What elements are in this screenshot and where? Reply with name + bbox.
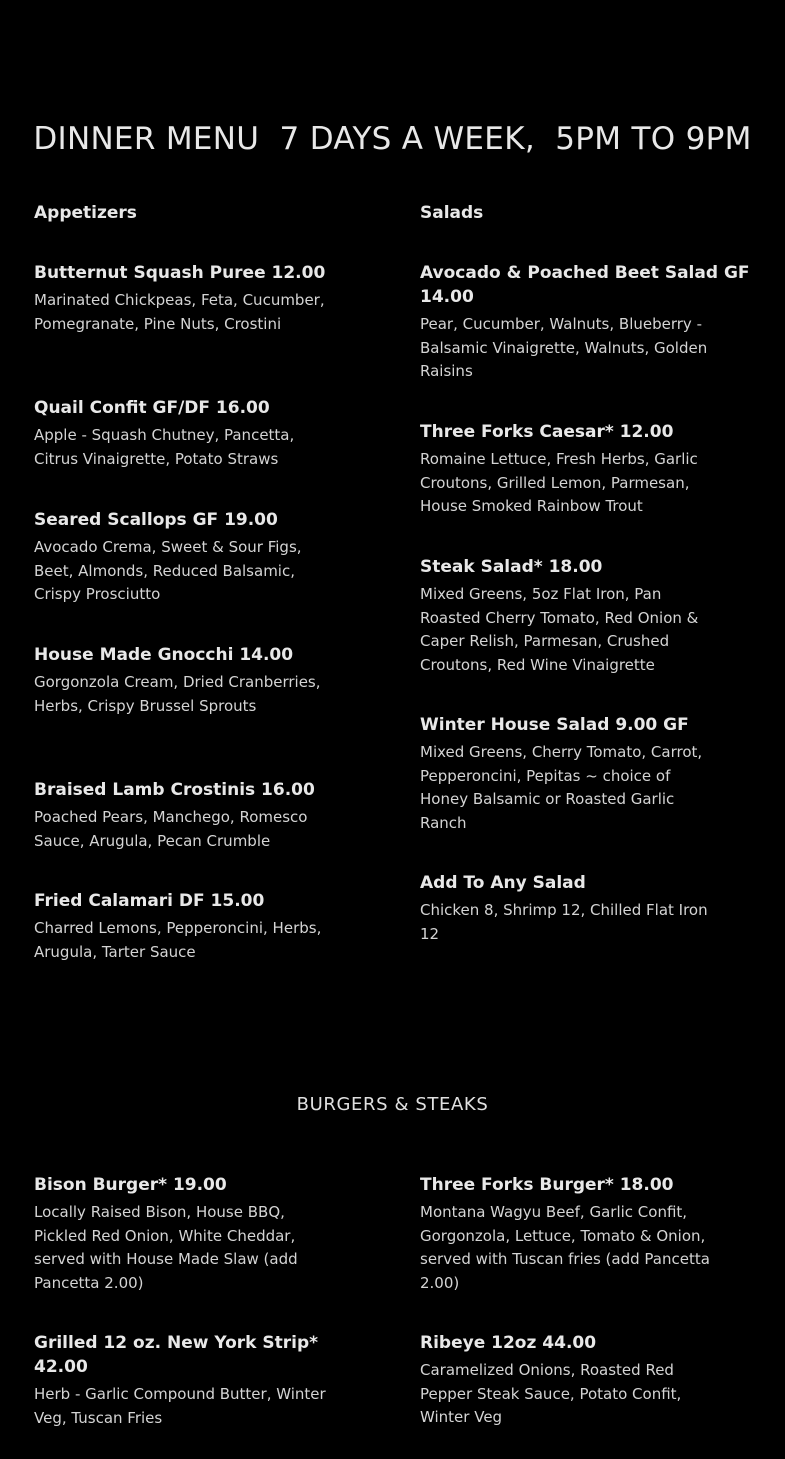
burgers-steaks-heading: BURGERS & STEAKS: [296, 1094, 489, 1115]
item-name: Butternut Squash Puree 12.00: [34, 263, 326, 283]
menu-item: [34, 1331, 374, 1430]
appetizers-heading: Appetizers: [34, 203, 137, 223]
page-title: DINNER MENU 7 DAYS A WEEK, 5PM TO 9PM: [33, 120, 752, 157]
item-description: Romaine Lettuce, Fresh Herbs, Garlic Croutons, Grilled Lemon, Parmesan, House Smoked Rainbow Trout: [420, 450, 698, 515]
salads-heading: Salads: [420, 203, 484, 223]
item-description: Avocado Crema, Sweet & Sour Figs, Beet, Almonds, Reduced Balsamic, Crispy Prosciutto: [34, 538, 302, 603]
item-description: Marinated Chickpeas, Feta, Cucumber, Pomegranate, Pine Nuts, Crostini: [34, 291, 325, 333]
menu-item: [34, 1173, 374, 1295]
item-name: Winter House Salad 9.00 GF: [420, 715, 689, 735]
item-description: Gorgonzola Cream, Dried Cranberries, Herbs, Crispy Brussel Sprouts: [34, 673, 321, 715]
burgers-left-column: [34, 0, 374, 1459]
item-description: Montana Wagyu Beef, Garlic Confit, Gorgonzola, Lettuce, Tomato & Onion, served with Tuscan fries (add Pancetta 2.00): [420, 1203, 710, 1292]
item-description: Poached Pears, Manchego, Romesco Sauce, Arugula, Pecan Crumble: [34, 808, 308, 850]
item-name: Add To Any Salad: [420, 873, 586, 893]
item-name: House Made Gnocchi 14.00: [34, 645, 294, 665]
item-description: Locally Raised Bison, House BBQ, Pickled Red Onion, White Cheddar, served with House Made Slaw (add Pancetta 2.00): [34, 1203, 298, 1292]
menu-item: [420, 1173, 760, 1295]
item-name: Bison Burger* 19.00: [34, 1175, 227, 1195]
item-name: Quail Confit GF/DF 16.00: [34, 398, 270, 418]
item-description: Apple - Squash Chutney, Pancetta, Citrus Vinaigrette, Potato Straws: [34, 426, 295, 468]
item-description: Chicken 8, Shrimp 12, Chilled Flat Iron 12: [420, 901, 708, 943]
item-description: Charred Lemons, Pepperoncini, Herbs, Arugula, Tarter Sauce: [34, 919, 322, 961]
item-name: Avocado & Poached Beet Salad GF 14.00: [420, 263, 750, 307]
item-description: Caramelized Onions, Roasted Red Pepper Steak Sauce, Potato Confit, Winter Veg: [420, 1361, 682, 1426]
item-name: Three Forks Caesar* 12.00: [420, 422, 674, 442]
item-description: Mixed Greens, 5oz Flat Iron, Pan Roasted Cherry Tomato, Red Onion & Caper Relish, Parmesan, Crushed Croutons, Red Wine Vinaigrette: [420, 585, 699, 674]
menu-item: [420, 1331, 760, 1430]
item-name: Ribeye 12oz 44.00: [420, 1333, 597, 1353]
item-name: Fried Calamari DF 15.00: [34, 891, 265, 911]
item-name: Three Forks Burger* 18.00: [420, 1175, 674, 1195]
item-description: Herb - Garlic Compound Butter, Winter Veg, Tuscan Fries: [34, 1385, 326, 1427]
item-name: Braised Lamb Crostinis 16.00: [34, 780, 315, 800]
item-name: Steak Salad* 18.00: [420, 557, 603, 577]
item-name: Seared Scallops GF 19.00: [34, 510, 278, 530]
item-name: Grilled 12 oz. New York Strip* 42.00: [34, 1333, 319, 1377]
item-description: Mixed Greens, Cherry Tomato, Carrot, Pepperoncini, Pepitas ~ choice of Honey Balsamic or Roasted Garlic Ranch: [420, 743, 703, 832]
item-description: Pear, Cucumber, Walnuts, Blueberry - Balsamic Vinaigrette, Walnuts, Golden Raisins: [420, 315, 708, 380]
burgers-right-column: [420, 0, 760, 1459]
